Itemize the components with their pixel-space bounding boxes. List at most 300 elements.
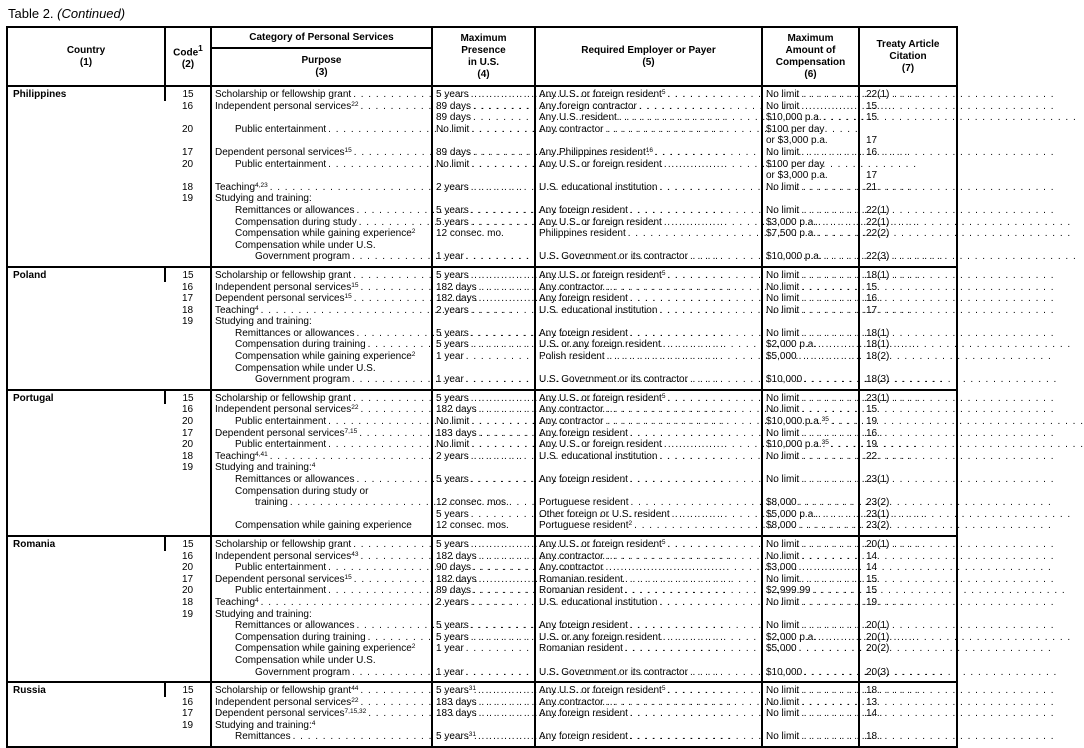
cell-max-presence xyxy=(432,390,535,405)
footnote-marker: 4 xyxy=(255,596,259,604)
footnote-marker: 22 xyxy=(351,696,359,704)
cell-max-compensation xyxy=(762,170,859,182)
cell-max-presence xyxy=(432,159,535,171)
footnote-marker: 16 xyxy=(645,146,653,154)
cell-max-compensation xyxy=(762,655,859,667)
cell-treaty-citation: 15 xyxy=(859,574,957,586)
dot-leader xyxy=(818,228,1071,240)
footnote-marker: 35 xyxy=(821,416,829,424)
cell-max-presence-text: 182 days xyxy=(436,550,477,562)
dot-leader xyxy=(824,251,1077,263)
cell-purpose-text: Scholarship or fellowship grant xyxy=(215,685,352,697)
dot-leader xyxy=(801,404,1054,416)
cell-purpose xyxy=(211,205,432,217)
cell-purpose-text: Public entertainment xyxy=(235,585,327,597)
cell-max-compensation-text: No limit xyxy=(766,100,800,112)
cell-employer-payer xyxy=(535,374,762,390)
cell-employer-payer xyxy=(535,170,762,182)
cell-max-presence xyxy=(432,182,535,194)
dot-leader xyxy=(801,89,1054,101)
cell-max-presence-text: 182 days xyxy=(436,404,477,416)
footnote-marker: 22 xyxy=(351,404,359,412)
cell-purpose-text: Independent personal services xyxy=(215,100,352,112)
header-purpose-num: (3) xyxy=(315,67,328,78)
cell-treaty-citation xyxy=(859,609,957,621)
cell-treaty-citation: 18(1) xyxy=(859,328,957,340)
cell-employer-payer-text: Any foreign resident xyxy=(539,708,628,720)
header-country-num: (1) xyxy=(79,56,93,68)
col-header-citation: Treaty Article Citation (7) xyxy=(859,27,957,86)
table-title xyxy=(8,6,957,21)
cell-max-compensation-text: $10,000 p.a. xyxy=(766,416,822,428)
cell-max-compensation-text: No limit xyxy=(766,596,800,608)
col-header-presence: Maximum Presence in U.S. (4) xyxy=(432,27,535,86)
cell-max-compensation-text: No limit xyxy=(766,89,800,100)
cell-employer-payer-text: Any contractor xyxy=(539,696,604,708)
dot-leader xyxy=(804,667,1057,679)
cell-purpose-text: Government program xyxy=(255,666,351,678)
cell-purpose xyxy=(211,170,432,182)
cell-treaty-citation: 18(1) xyxy=(859,339,957,351)
cell-employer-payer-text: Any contractor xyxy=(539,416,604,428)
cell-employer-payer xyxy=(535,86,762,101)
footnote-marker: 2 xyxy=(628,520,633,528)
cell-employer-payer-text: Any foreign resident xyxy=(539,620,628,632)
footnote-marker: 7,15 xyxy=(344,427,358,435)
cell-max-compensation-text: $3,000 xyxy=(766,562,797,574)
cell-employer-payer-text: Any Philippines resident xyxy=(539,146,646,158)
footnote-marker: 22 xyxy=(351,100,359,108)
cell-max-presence-text: 183 days xyxy=(436,696,477,708)
cell-purpose xyxy=(211,293,432,305)
cell-employer-payer xyxy=(535,328,762,340)
cell-max-presence xyxy=(432,597,535,609)
cell-code xyxy=(165,228,211,240)
header-category-group: Category of Personal Services xyxy=(212,28,431,49)
cell-max-compensation-text: or $3,000 p.a. xyxy=(766,135,828,147)
cell-max-compensation-text: $5,000 xyxy=(766,351,797,363)
cell-employer-payer-text: Any contractor xyxy=(539,281,604,293)
cell-employer-payer xyxy=(535,251,762,267)
cell-purpose-text: Remittances or allowances xyxy=(235,620,355,632)
cell-max-presence xyxy=(432,205,535,217)
cell-max-compensation-text: $10,000 p.a. xyxy=(766,251,822,263)
cell-purpose xyxy=(211,708,432,720)
cell-max-compensation xyxy=(762,147,859,159)
col-header-code xyxy=(165,27,211,86)
country-name: Portugal xyxy=(7,390,165,536)
cell-code xyxy=(165,240,211,252)
cell-max-presence-text: 5 years xyxy=(436,89,469,100)
cell-max-presence xyxy=(432,520,535,536)
cell-employer-payer-text: Philippines resident xyxy=(539,228,626,240)
dot-leader xyxy=(801,731,1054,743)
cell-max-presence xyxy=(432,404,535,416)
footnote-marker: 7,15,32 xyxy=(344,708,367,716)
cell-purpose xyxy=(211,328,432,340)
cell-treaty-citation: 15 xyxy=(859,101,957,113)
footnote-marker: 2 xyxy=(411,643,416,651)
cell-max-presence-text: 5 years xyxy=(436,392,469,404)
cell-employer-payer-text: Any foreign resident xyxy=(539,731,628,743)
cell-employer-payer xyxy=(535,282,762,294)
cell-purpose xyxy=(211,112,432,124)
cell-max-presence xyxy=(432,720,535,732)
treaty-table xyxy=(6,26,958,748)
dot-leader xyxy=(801,451,1054,463)
cell-code: 15 xyxy=(165,267,211,282)
cell-employer-payer xyxy=(535,632,762,644)
cell-max-compensation-text: $3,000 p.a. xyxy=(766,216,817,228)
cell-max-presence-text: 12 consec. mos. xyxy=(436,497,509,509)
cell-max-presence xyxy=(432,667,535,683)
cell-max-compensation xyxy=(762,536,859,551)
cell-purpose xyxy=(211,316,432,328)
cell-max-presence xyxy=(432,228,535,240)
cell-purpose xyxy=(211,451,432,463)
cell-max-compensation xyxy=(762,486,859,498)
cell-purpose-text: Public entertainment xyxy=(235,158,327,170)
cell-treaty-citation: 22(1) xyxy=(859,86,957,101)
cell-max-compensation xyxy=(762,667,859,683)
cell-purpose xyxy=(211,282,432,294)
cell-max-presence-text: 1 year xyxy=(436,251,464,263)
cell-max-presence-text: 5 years xyxy=(436,474,469,485)
cell-purpose-text: Scholarship or fellowship grant xyxy=(215,392,352,404)
cell-employer-payer xyxy=(535,562,762,574)
cell-max-compensation-text: No limit xyxy=(766,293,800,305)
cell-max-presence-text: 5 years xyxy=(436,538,469,550)
cell-code xyxy=(165,170,211,182)
cell-purpose xyxy=(211,655,432,667)
cell-max-compensation xyxy=(762,282,859,294)
cell-treaty-citation: 16 xyxy=(859,428,957,440)
cell-treaty-citation: 22(1) xyxy=(859,217,957,229)
footnote-marker: 4 xyxy=(311,719,316,727)
cell-employer-payer xyxy=(535,655,762,667)
cell-code: 19 xyxy=(181,462,194,474)
cell-treaty-citation xyxy=(859,486,957,498)
cell-purpose-text: Compensation while under U.S. xyxy=(235,362,376,374)
dot-leader xyxy=(801,574,1054,586)
cell-employer-payer-text: Any foreign resident xyxy=(539,293,628,305)
cell-employer-payer xyxy=(535,551,762,563)
footnote-marker: 35 xyxy=(821,439,829,447)
cell-purpose-text: Compensation while gaining experience xyxy=(235,643,412,655)
cell-max-compensation xyxy=(762,251,859,267)
cell-purpose xyxy=(211,305,432,317)
cell-purpose-text: Dependent personal services xyxy=(215,427,345,439)
dot-leader xyxy=(824,112,1077,124)
cell-code: 20 xyxy=(181,585,194,597)
cell-max-compensation-text: No limit xyxy=(766,204,800,216)
footnote-marker: 15 xyxy=(344,573,352,581)
dot-leader xyxy=(799,520,1052,532)
cell-max-presence-text: 183 days xyxy=(436,427,477,439)
cell-code: 17 xyxy=(181,573,194,585)
cell-max-compensation xyxy=(762,182,859,194)
cell-max-compensation xyxy=(762,416,859,428)
cell-treaty-citation xyxy=(859,124,957,136)
cell-max-presence-text: 5 years xyxy=(436,216,469,228)
footnote-marker: 4 xyxy=(311,462,316,470)
cell-code: 15 xyxy=(165,390,211,405)
cell-max-presence-text: 5 years xyxy=(436,631,469,643)
cell-max-presence xyxy=(432,697,535,709)
cell-code xyxy=(165,351,211,363)
cell-employer-payer xyxy=(535,240,762,252)
cell-treaty-citation: 19 xyxy=(859,597,957,609)
cell-max-compensation-text: No limit xyxy=(766,474,800,485)
cell-max-compensation-text: No limit xyxy=(766,696,800,708)
header-row xyxy=(7,27,957,86)
cell-code xyxy=(165,251,211,267)
dot-leader xyxy=(801,428,1054,440)
cell-max-presence-text: 90 days xyxy=(436,562,472,574)
dot-leader xyxy=(804,374,1057,386)
footnote-marker: 43 xyxy=(351,550,359,558)
header-purpose-label: Purpose xyxy=(301,55,342,66)
cell-purpose xyxy=(211,416,432,428)
cell-purpose-text: Public entertainment xyxy=(235,562,327,574)
cell-max-compensation xyxy=(762,267,859,282)
cell-max-presence xyxy=(432,486,535,498)
cell-code xyxy=(165,328,211,340)
cell-max-presence xyxy=(432,451,535,463)
cell-purpose-text: Compensation during training xyxy=(235,631,366,643)
footnote-marker: 5 xyxy=(661,269,666,277)
cell-max-presence xyxy=(432,193,535,205)
cell-employer-payer-text: Romanian resident xyxy=(539,585,623,597)
table-row xyxy=(7,267,957,282)
cell-treaty-citation xyxy=(859,316,957,328)
cell-code xyxy=(165,509,211,521)
dot-leader xyxy=(801,597,1054,609)
cell-purpose xyxy=(211,474,432,486)
cell-employer-payer xyxy=(535,193,762,205)
cell-purpose xyxy=(211,404,432,416)
cell-purpose-text: Dependent personal services xyxy=(215,573,345,585)
footnote-marker: 4 xyxy=(255,304,259,312)
cell-treaty-citation: 21 xyxy=(859,182,957,194)
cell-max-presence xyxy=(432,655,535,667)
cell-code: 17 xyxy=(181,146,194,158)
cell-treaty-citation: 22(1) xyxy=(859,205,957,217)
cell-treaty-citation: 17 xyxy=(859,170,957,182)
cell-max-presence-text: 2 years xyxy=(436,181,469,193)
cell-purpose xyxy=(211,182,432,194)
cell-purpose-text: Independent personal services xyxy=(215,696,352,708)
cell-purpose-text: Remittances or allowances xyxy=(235,327,355,339)
cell-max-compensation xyxy=(762,404,859,416)
cell-purpose xyxy=(211,509,432,521)
cell-max-compensation-text: $100 per day xyxy=(766,123,825,135)
cell-max-compensation-text: No limit xyxy=(766,731,800,743)
cell-max-presence-text: 1 year xyxy=(436,666,464,678)
cell-code: 20 xyxy=(181,416,194,428)
cell-treaty-citation xyxy=(859,462,957,474)
cell-purpose xyxy=(211,551,432,563)
cell-purpose-text: Studying and training: xyxy=(215,462,312,474)
table-row xyxy=(7,536,957,551)
cell-max-presence xyxy=(432,147,535,159)
dot-leader xyxy=(801,708,1054,720)
table-header xyxy=(7,27,957,86)
dot-leader xyxy=(799,497,1052,509)
cell-employer-payer-text: Any U.S. or foreign resident xyxy=(539,392,662,404)
cell-max-compensation xyxy=(762,240,859,252)
cell-max-presence xyxy=(432,363,535,375)
cell-max-presence-text: 89 days xyxy=(436,112,472,124)
cell-treaty-citation: 18 xyxy=(859,731,957,747)
cell-purpose-text: Compensation while under U.S. xyxy=(235,239,376,251)
footnote-marker: 4,41 xyxy=(255,450,268,458)
footnote-marker: 5 xyxy=(661,392,666,400)
footnote-marker: 2 xyxy=(411,351,416,359)
cell-treaty-citation: 15 xyxy=(859,112,957,124)
cell-employer-payer-text: U.S. Government or its contractor xyxy=(539,374,688,386)
cell-code: 17 xyxy=(181,708,194,720)
cell-treaty-citation: 15 xyxy=(859,404,957,416)
cell-employer-payer xyxy=(535,159,762,171)
cell-purpose-text: Dependent personal services xyxy=(215,146,345,158)
cell-max-presence xyxy=(432,428,535,440)
cell-max-presence-text: 2 years xyxy=(436,596,469,608)
cell-purpose xyxy=(211,159,432,171)
cell-max-compensation xyxy=(762,217,859,229)
cell-purpose xyxy=(211,462,432,474)
cell-max-presence xyxy=(432,170,535,182)
cell-employer-payer xyxy=(535,293,762,305)
cell-purpose-text: Government program xyxy=(255,251,351,263)
cell-employer-payer xyxy=(535,404,762,416)
cell-treaty-citation: 23(1) xyxy=(859,474,957,486)
cell-employer-payer-text: Portuguese resident xyxy=(539,497,629,509)
cell-employer-payer-text: Any U.S. or foreign resident xyxy=(539,216,662,228)
cell-max-compensation-text: No limit xyxy=(766,404,800,416)
cell-max-compensation-text: No limit xyxy=(766,573,800,585)
cell-treaty-citation: 18(3) xyxy=(859,374,957,390)
cell-employer-payer xyxy=(535,697,762,709)
cell-max-compensation xyxy=(762,228,859,240)
cell-purpose xyxy=(211,667,432,683)
cell-employer-payer xyxy=(535,439,762,451)
cell-employer-payer xyxy=(535,585,762,597)
cell-purpose-text: Teaching xyxy=(215,450,256,462)
cell-purpose-text: Teaching xyxy=(215,596,256,608)
cell-treaty-citation: 18 xyxy=(859,682,957,697)
col-header-employer: Required Employer or Payer (5) xyxy=(535,27,762,86)
cell-max-compensation-text: $10,000 p.a. xyxy=(766,439,822,451)
cell-purpose xyxy=(211,597,432,609)
cell-treaty-citation: 17 xyxy=(859,305,957,317)
cell-max-compensation xyxy=(762,101,859,113)
cell-code: 19 xyxy=(181,316,194,328)
cell-max-presence xyxy=(432,305,535,317)
cell-max-presence xyxy=(432,251,535,267)
cell-purpose xyxy=(211,439,432,451)
cell-employer-payer-text: Any U.S. or foreign resident xyxy=(539,685,662,697)
cell-max-compensation xyxy=(762,428,859,440)
dot-leader xyxy=(818,339,1071,351)
dot-leader xyxy=(818,509,1071,521)
dot-leader xyxy=(801,305,1054,317)
cell-employer-payer xyxy=(535,536,762,551)
cell-code: 20 xyxy=(181,439,194,451)
cell-max-compensation-text: No limit xyxy=(766,708,800,720)
cell-purpose-text: Compensation during study xyxy=(235,216,357,228)
cell-code: 17 xyxy=(181,293,194,305)
cell-code: 18 xyxy=(181,181,194,193)
cell-employer-payer-text: Portuguese resident xyxy=(539,520,629,532)
cell-code xyxy=(165,112,211,124)
cell-max-presence-text: No limit xyxy=(436,416,470,428)
cell-purpose-text: Public entertainment xyxy=(235,416,327,428)
cell-max-compensation-text: No limit xyxy=(766,327,800,339)
cell-treaty-citation: 23(2) xyxy=(859,520,957,536)
cell-treaty-citation: 20(1) xyxy=(859,632,957,644)
cell-max-compensation xyxy=(762,363,859,375)
dot-leader xyxy=(801,551,1054,563)
cell-employer-payer-text: Any U.S. or foreign resident xyxy=(539,538,662,550)
cell-max-compensation-text: No limit xyxy=(766,550,800,562)
dot-leader xyxy=(799,351,1052,363)
footnote-marker: 5 xyxy=(661,538,666,546)
cell-employer-payer-text: Other foreign or U.S. resident xyxy=(539,508,670,520)
cell-code: 17 xyxy=(181,427,194,439)
cell-max-presence xyxy=(432,620,535,632)
cell-max-compensation xyxy=(762,720,859,732)
cell-max-presence xyxy=(432,682,535,697)
cell-employer-payer-text: Any foreign resident xyxy=(539,327,628,339)
cell-max-compensation xyxy=(762,520,859,536)
cell-max-presence xyxy=(432,551,535,563)
cell-max-presence xyxy=(432,462,535,474)
cell-max-presence-text: 182 days xyxy=(436,573,477,585)
cell-purpose xyxy=(211,520,432,536)
cell-max-presence-text: 12 consec. mos. xyxy=(436,520,509,532)
cell-max-presence-text: 12 consec. mo. xyxy=(436,228,504,240)
cell-treaty-citation: 22(2) xyxy=(859,228,957,240)
cell-max-compensation xyxy=(762,374,859,390)
cell-max-compensation-text: $10,000 xyxy=(766,666,803,678)
cell-purpose xyxy=(211,101,432,113)
cell-max-compensation xyxy=(762,585,859,597)
cell-employer-payer-text: Any U.S. or foreign resident xyxy=(539,439,662,451)
cell-employer-payer-text: U.S. or any foreign resident xyxy=(539,631,661,643)
cell-purpose-text: Public entertainment xyxy=(235,123,327,135)
col-header-compensation: Maximum Amount of Compensation (6) xyxy=(762,27,859,86)
cell-max-presence xyxy=(432,708,535,720)
cell-employer-payer xyxy=(535,135,762,147)
cell-employer-payer xyxy=(535,509,762,521)
cell-max-presence-text: 182 days xyxy=(436,281,477,293)
cell-max-presence xyxy=(432,439,535,451)
footnote-marker: 5 xyxy=(661,89,666,96)
dot-leader xyxy=(818,217,1071,229)
cell-code: 19 xyxy=(181,719,194,731)
cell-max-presence xyxy=(432,240,535,252)
cell-max-compensation xyxy=(762,86,859,101)
col-header-country xyxy=(7,27,165,86)
cell-max-compensation xyxy=(762,305,859,317)
cell-purpose xyxy=(211,339,432,351)
cell-purpose xyxy=(211,193,432,205)
cell-max-compensation xyxy=(762,328,859,340)
cell-treaty-citation xyxy=(859,240,957,252)
cell-max-compensation xyxy=(762,135,859,147)
cell-purpose-text: Remittances xyxy=(235,731,291,743)
